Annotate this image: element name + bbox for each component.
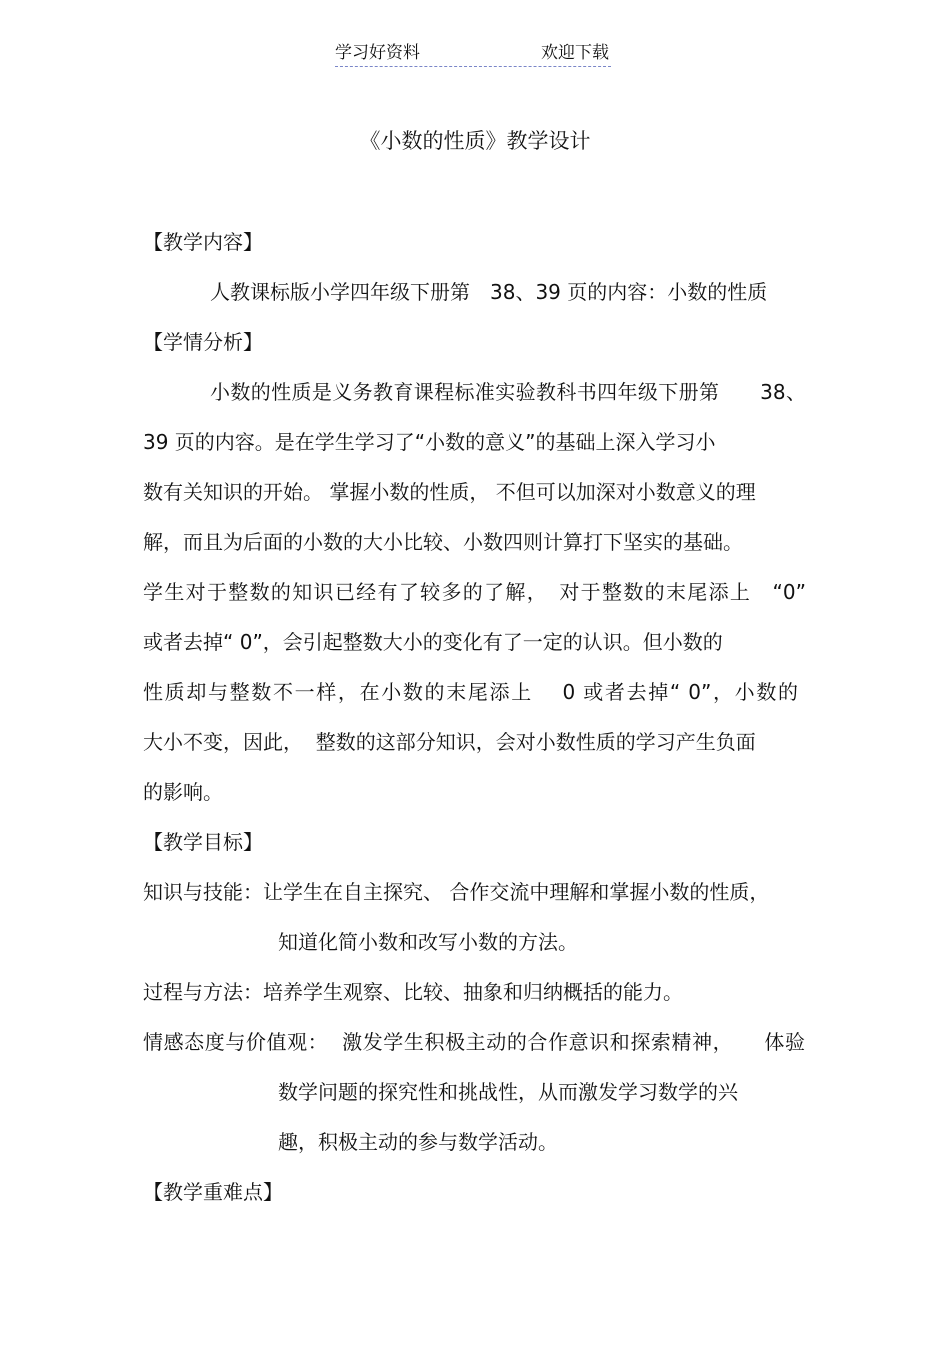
analysis-line-8: 大小不变，因此， 整数的这部分知识，会对小数性质的学习产生负面 — [143, 730, 756, 754]
header-left-text: 学习好资料 — [335, 43, 420, 63]
objective-knowledge-line-2: 知道化简小数和改写小数的方法。 — [278, 930, 578, 954]
page-header — [335, 40, 611, 67]
objective-process: 过程与方法：培养学生观察、比较、抽象和归纳概括的能力。 — [143, 980, 683, 1004]
objective-knowledge-line-1: 知识与技能：让学生在自主探究、 合作交流中理解和掌握小数的性质， — [143, 880, 770, 904]
objective-emotion-line-3: 趣，积极主动的参与数学活动。 — [278, 1130, 558, 1154]
content-text: 人教课标版小学四年级下册第 38、39 页的内容：小数的性质 — [210, 280, 768, 304]
analysis-line-1: 小数的性质是义务教育课程标准实验教科书四年级下册第 38、 — [210, 380, 806, 404]
analysis-line-9: 的影响。 — [143, 780, 223, 804]
objective-emotion-line-1: 情感态度与价值观： 激发学生积极主动的合作意识和探索精神， 体验 — [143, 1030, 805, 1054]
section-heading-analysis: 【学情分析】 — [143, 330, 263, 354]
section-heading-objectives: 【教学目标】 — [143, 830, 263, 854]
document-title: 《小数的性质》教学设计 — [359, 129, 591, 153]
section-heading-content: 【教学内容】 — [143, 230, 263, 254]
header-right-text: 欢迎下载 — [541, 43, 609, 63]
analysis-line-5: 学生对于整数的知识已经有了较多的了解， 对于整数的末尾添上 “0” — [143, 580, 806, 604]
analysis-line-7: 性质却与整数不一样，在小数的末尾添上 0 或者去掉“ 0”，小数的 — [143, 680, 798, 704]
section-heading-key-points: 【教学重难点】 — [143, 1180, 283, 1204]
analysis-line-3: 数有关知识的开始。 掌握小数的性质， 不但可以加深对小数意义的理 — [143, 480, 756, 504]
analysis-line-4: 解，而且为后面的小数的大小比较、小数四则计算打下坚实的基础。 — [143, 530, 743, 554]
analysis-line-6: 或者去掉“ 0”，会引起整数大小的变化有了一定的认识。但小数的 — [143, 630, 723, 654]
objective-emotion-line-2: 数学问题的探究性和挑战性，从而激发学习数学的兴 — [278, 1080, 738, 1104]
analysis-line-2: 39 页的内容。是在学生学习了“小数的意义”的基础上深入学习小 — [143, 430, 716, 454]
